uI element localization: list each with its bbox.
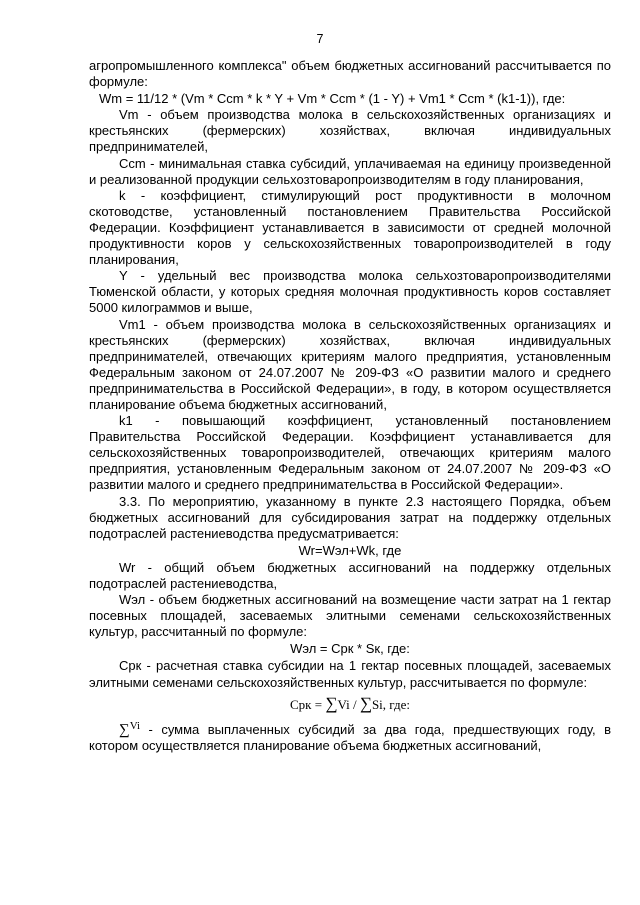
page-number: 7 (316, 32, 324, 46)
sum-vi-text: - сумма выплаченных субсидий за два года, предшествующих году, в котором осуществляется планирование объема бюджетных ассигнований, (89, 721, 611, 753)
formula-srk-lhs: Срк = (290, 696, 326, 712)
definition-wel: Wэл - объем бюджетных ассигнований на возмещение части затрат на 1 гектар посевных площадей, засеваемых элитными семенами сельскохозяйственных культур, рассчитанный по формуле: (89, 592, 611, 640)
definition-y: Y - удельный вес производства молока сельхозтоваропроизводителями Тюменской области, у которых средняя молочная продуктивность коров составляет 5000 килограммов и выше, (89, 268, 611, 316)
sum-vi-subscript: Vi (129, 719, 141, 732)
definition-k: k - коэффициент, стимулирующий рост продуктивности в молочном скотоводстве, установленный постановлением Правительства Российской Федерации. Коэффициент устанавливается в зависимости от средней молочной продуктивности коров у сельскохозяйственных товаропроизводителей в году планирования, (89, 187, 611, 268)
definition-wr: Wr - общий объем бюджетных ассигнований на поддержку отдельных подотраслей растениеводства, (89, 559, 611, 591)
formula-srk-vi: Vi / (337, 696, 360, 712)
formula-srk-si: Si, (371, 696, 387, 712)
sigma-icon: ∑ (359, 693, 372, 713)
formula-wm: Wm = 11/12 * (Vm * Ccm * k * Y + Vm * Ccm * (1 - Y) + Vm1 * Ccm * (k1-1)), где: (99, 91, 566, 107)
definition-vm: Vm - объем производства молока в сельскохозяйственных организациях и крестьянских (фермерских) хозяйствах, включая индивидуальных предпринимателей, (89, 107, 611, 155)
formula-wel: Wэл = Срк * Sк, где: (290, 641, 410, 657)
formula-wr: Wr=Wэл+Wk, где (298, 542, 402, 558)
definition-ccm: Ccm - минимальная ставка субсидий, уплачиваемая на единицу произведенной и реализованной продукции сельхозтоваропроизводителям в году планирования, (89, 155, 611, 187)
document-body (89, 58, 611, 754)
sigma-icon: ∑ (325, 693, 338, 713)
definition-vm1: Vm1 - объем производства молока в сельскохозяйственных организациях и крестьянских (фермерских) хозяйствах, включая индивидуальных предпринимателей, отвечающих критериям малого предприятия, установленным Федеральным законом от 24.07.2007 № 209-ФЗ «О развитии малого и среднего предпринимательства в Российской Федерации», в году, в котором осуществляется планирование объема бюджетных ассигнований, (89, 316, 611, 412)
sigma-icon: ∑ (119, 721, 130, 738)
definition-k1: k1 - повышающий коэффициент, установленный постановлением Правительства Российской Федерации. Коэффициент устанавливается для сельскохозяйственных товаропроизводителей, отвечающих критериям малого предприятия, установленным Федеральным законом от 24.07.2007 № 209-ФЗ «О развитии малого и среднего предпринимательства в Российской Федерации». (89, 413, 611, 493)
paragraph-intro: агропромышленного комплекса" объем бюджетных ассигнований рассчитывается по формуле: (89, 58, 611, 90)
definition-sum-vi (89, 718, 611, 754)
paragraph-3-3: 3.3. По мероприятию, указанному в пункте 2.3 настоящего Порядка, объем бюджетных ассигнований для субсидирования затрат на поддержку отдельных подотраслей растениеводства предусматривается: (89, 493, 611, 541)
formula-srk (89, 693, 611, 713)
definition-srk: Срк - расчетная ставка субсидии на 1 гектар посевных площадей, засеваемых элитными семенами сельскохозяйственных культур, рассчитывается по формуле: (89, 658, 611, 690)
formula-srk-tail: где: (386, 696, 410, 712)
sum-vi-symbol (119, 719, 141, 738)
